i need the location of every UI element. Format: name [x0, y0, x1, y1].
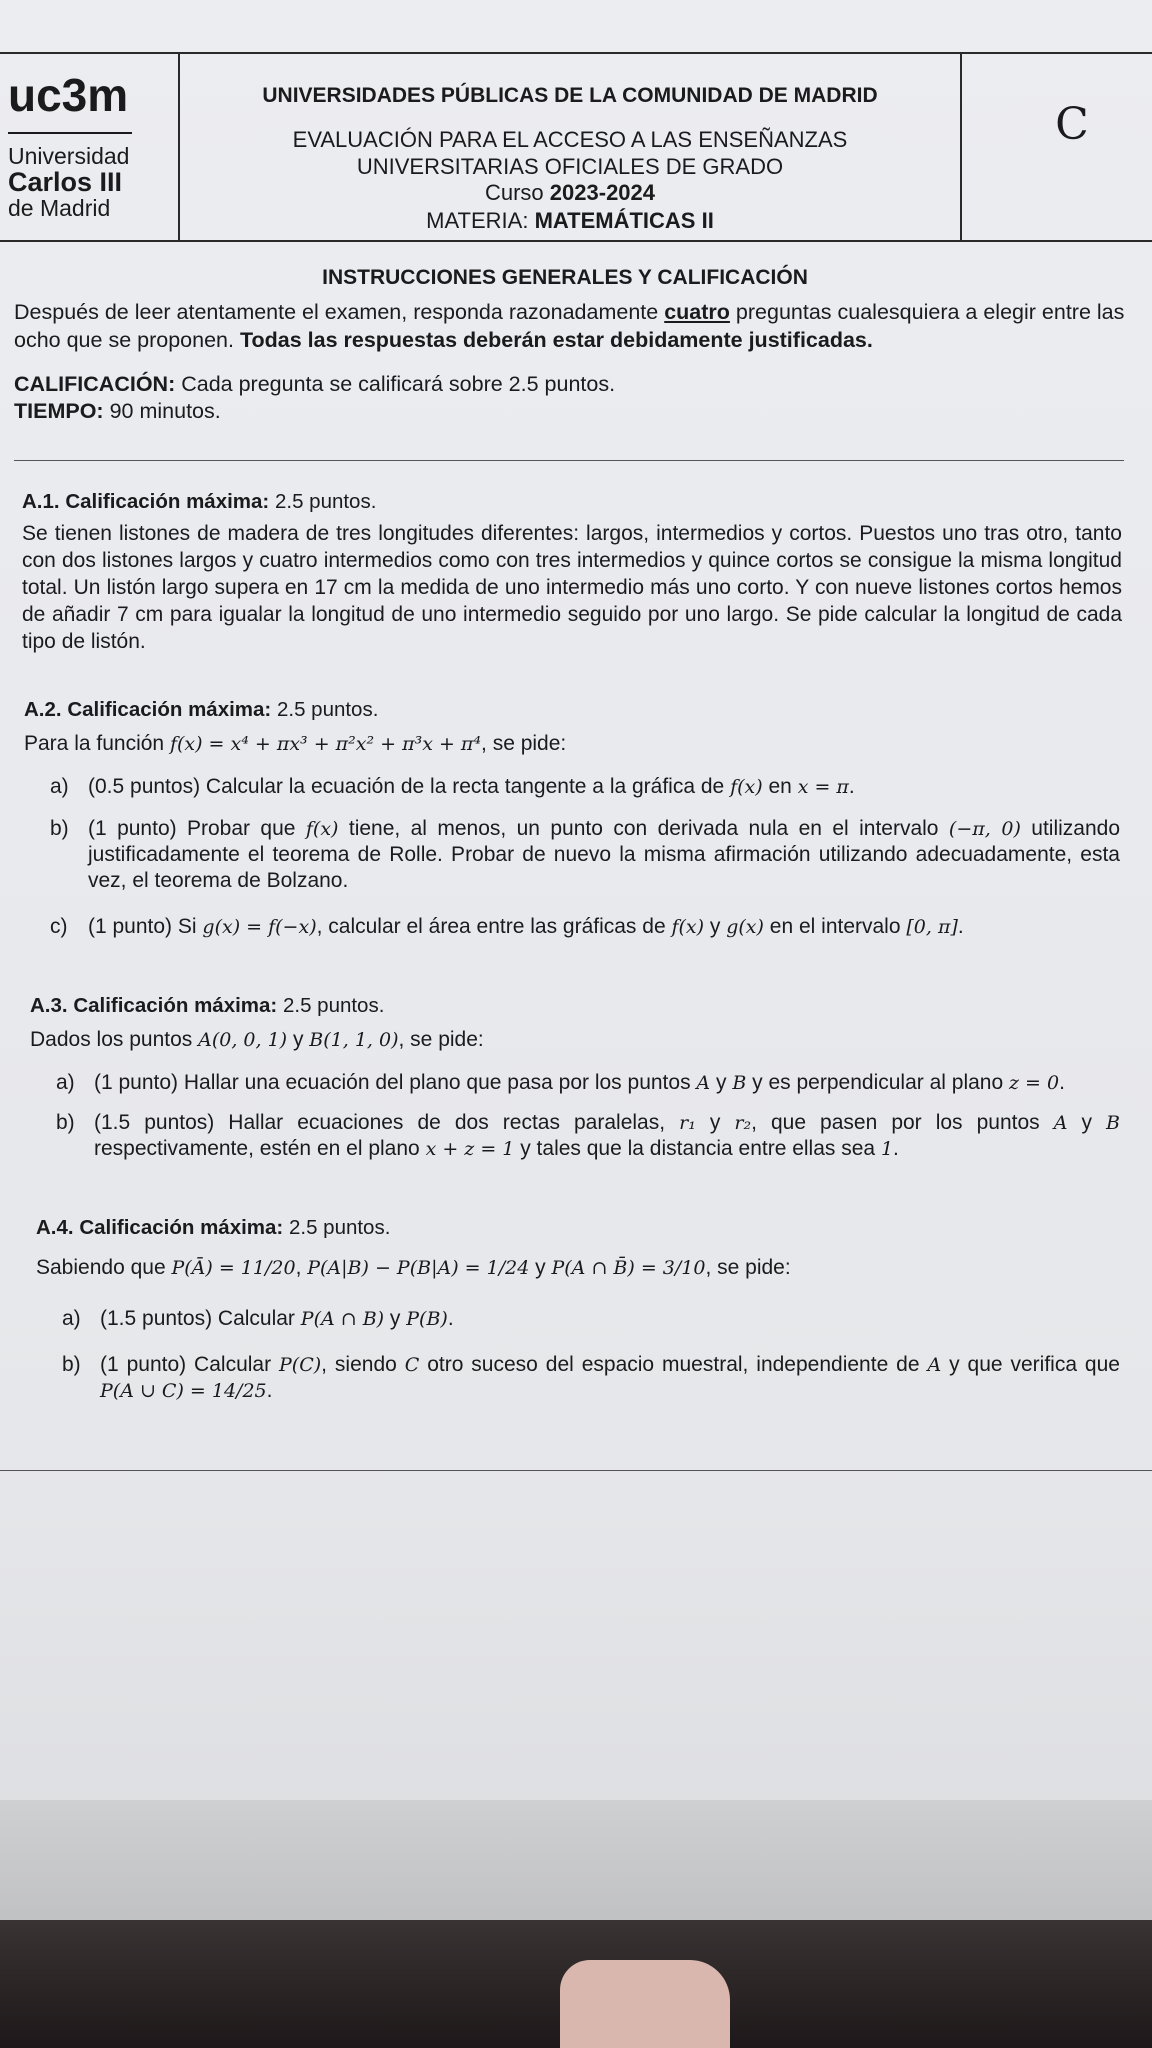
- question-a2-item-b: b) (1 punto) Probar que f(x) tiene, al menos, un punto con derivada nula en el intervalo (−π, 0) utilizando justificadamente el teorema de Rolle. Probar de nuevo la misma afirmación utilizando adecuadamente, esta vez, el teorema de Bolzano.: [50, 817, 1121, 892]
- time-line: TIEMPO: 90 minutos.: [14, 399, 221, 423]
- question-a3-item-a: a) (1 punto) Hallar una ecuación del plano que pasa por los puntos A y B y es perpendicular al plano z = 0.: [56, 1071, 1065, 1094]
- question-a2-header: A.2. Calificación máxima: 2.5 puntos.: [24, 698, 379, 721]
- header-subtitle: EVALUACIÓN PARA EL ACCESO A LAS ENSEÑANZAS UNIVERSITARIAS OFICIALES DE GRADO: [292, 127, 848, 179]
- model-letter: C: [1055, 99, 1089, 150]
- question-a1-text: Se tienen listones de madera de tres longitudes diferentes: largos, intermedios y cortos. Puestos uno tras otro, tanto con dos listones largos y cuatro intermedios como con tres intermedios y quince cortos se consigue la misma longitud total. Un listón largo supera en 17 cm la medida de uno intermedio más uno corto. Y con nueve listones cortos hemos de añadir 7 cm para igualar la longitud de uno intermedio seguido por uno largo. Se pide calcular la longitud de cada tipo de listón.: [22, 522, 1122, 653]
- question-a2-intro: Para la función f(x) = x⁴ + πx³ + π²x² + π³x + π⁴, se pide:: [24, 732, 567, 755]
- question-a3-intro: Dados los puntos A(0, 0, 1) y B(1, 1, 0), se pide:: [30, 1028, 484, 1051]
- instructions-intro: Después de leer atentamente el examen, responda razonadamente cuatro preguntas cualesquiera a elegir entre las ocho que se proponen. Todas las respuestas deberán estar debidamente justificadas.: [14, 300, 1125, 352]
- question-a2-item-c: c) (1 punto) Si g(x) = f(−x), calcular el área entre las gráficas de f(x) y g(x) en el intervalo [0, π].: [50, 915, 964, 938]
- question-a4-item-a: a) (1.5 puntos) Calcular P(A ∩ B) y P(B).: [62, 1307, 454, 1330]
- hand: [560, 1960, 730, 2048]
- question-a4-item-b: b) (1 punto) Calcular P(C), siendo C otro suceso del espacio muestral, independiente de A y que verifica que P(A ∪ C) = 14/25.: [62, 1353, 1120, 1402]
- instructions-title: INSTRUCCIONES GENERALES Y CALIFICACIÓN: [322, 266, 808, 289]
- question-a4-header: A.4. Calificación máxima: 2.5 puntos.: [36, 1216, 391, 1239]
- header-title: UNIVERSIDADES PÚBLICAS DE LA COMUNIDAD DE MADRID: [262, 84, 878, 107]
- bottom-divider: [0, 1470, 1152, 1471]
- logo-line-1: Universidad: [8, 143, 130, 169]
- divider: [14, 460, 1124, 461]
- grading-line: CALIFICACIÓN: Cada pregunta se calificará sobre 2.5 puntos.: [14, 372, 616, 396]
- university-logo: [8, 69, 168, 221]
- question-a3-header: A.3. Calificación máxima: 2.5 puntos.: [30, 994, 385, 1017]
- logo-line-2: Carlos III: [8, 167, 123, 197]
- course: Curso 2023-2024: [484, 180, 656, 205]
- question-a4-intro: Sabiendo que P(Ā) = 11/20, P(A|B) − P(B|A) = 1/24 y P(A ∩ B̄) = 3/10, se pide:: [36, 1256, 791, 1279]
- logo-line-3: de Madrid: [8, 195, 111, 221]
- question-a1-header: A.1. Calificación máxima: 2.5 puntos.: [22, 490, 377, 513]
- logo-mark: uc3m: [8, 69, 129, 121]
- question-a3-item-b: b) (1.5 puntos) Hallar ecuaciones de dos rectas paralelas, r₁ y r₂, que pasen por los puntos A y B respectivamente, estén en el plano x + z = 1 y tales que la distancia entre ellas sea 1.: [56, 1111, 1120, 1160]
- question-a2-item-a: a) (0.5 puntos) Calcular la ecuación de la recta tangente a la gráfica de f(x) en x = π.: [50, 775, 855, 798]
- subject: MATERIA: MATEMÁTICAS II: [426, 208, 714, 233]
- exam-header: [0, 52, 1152, 242]
